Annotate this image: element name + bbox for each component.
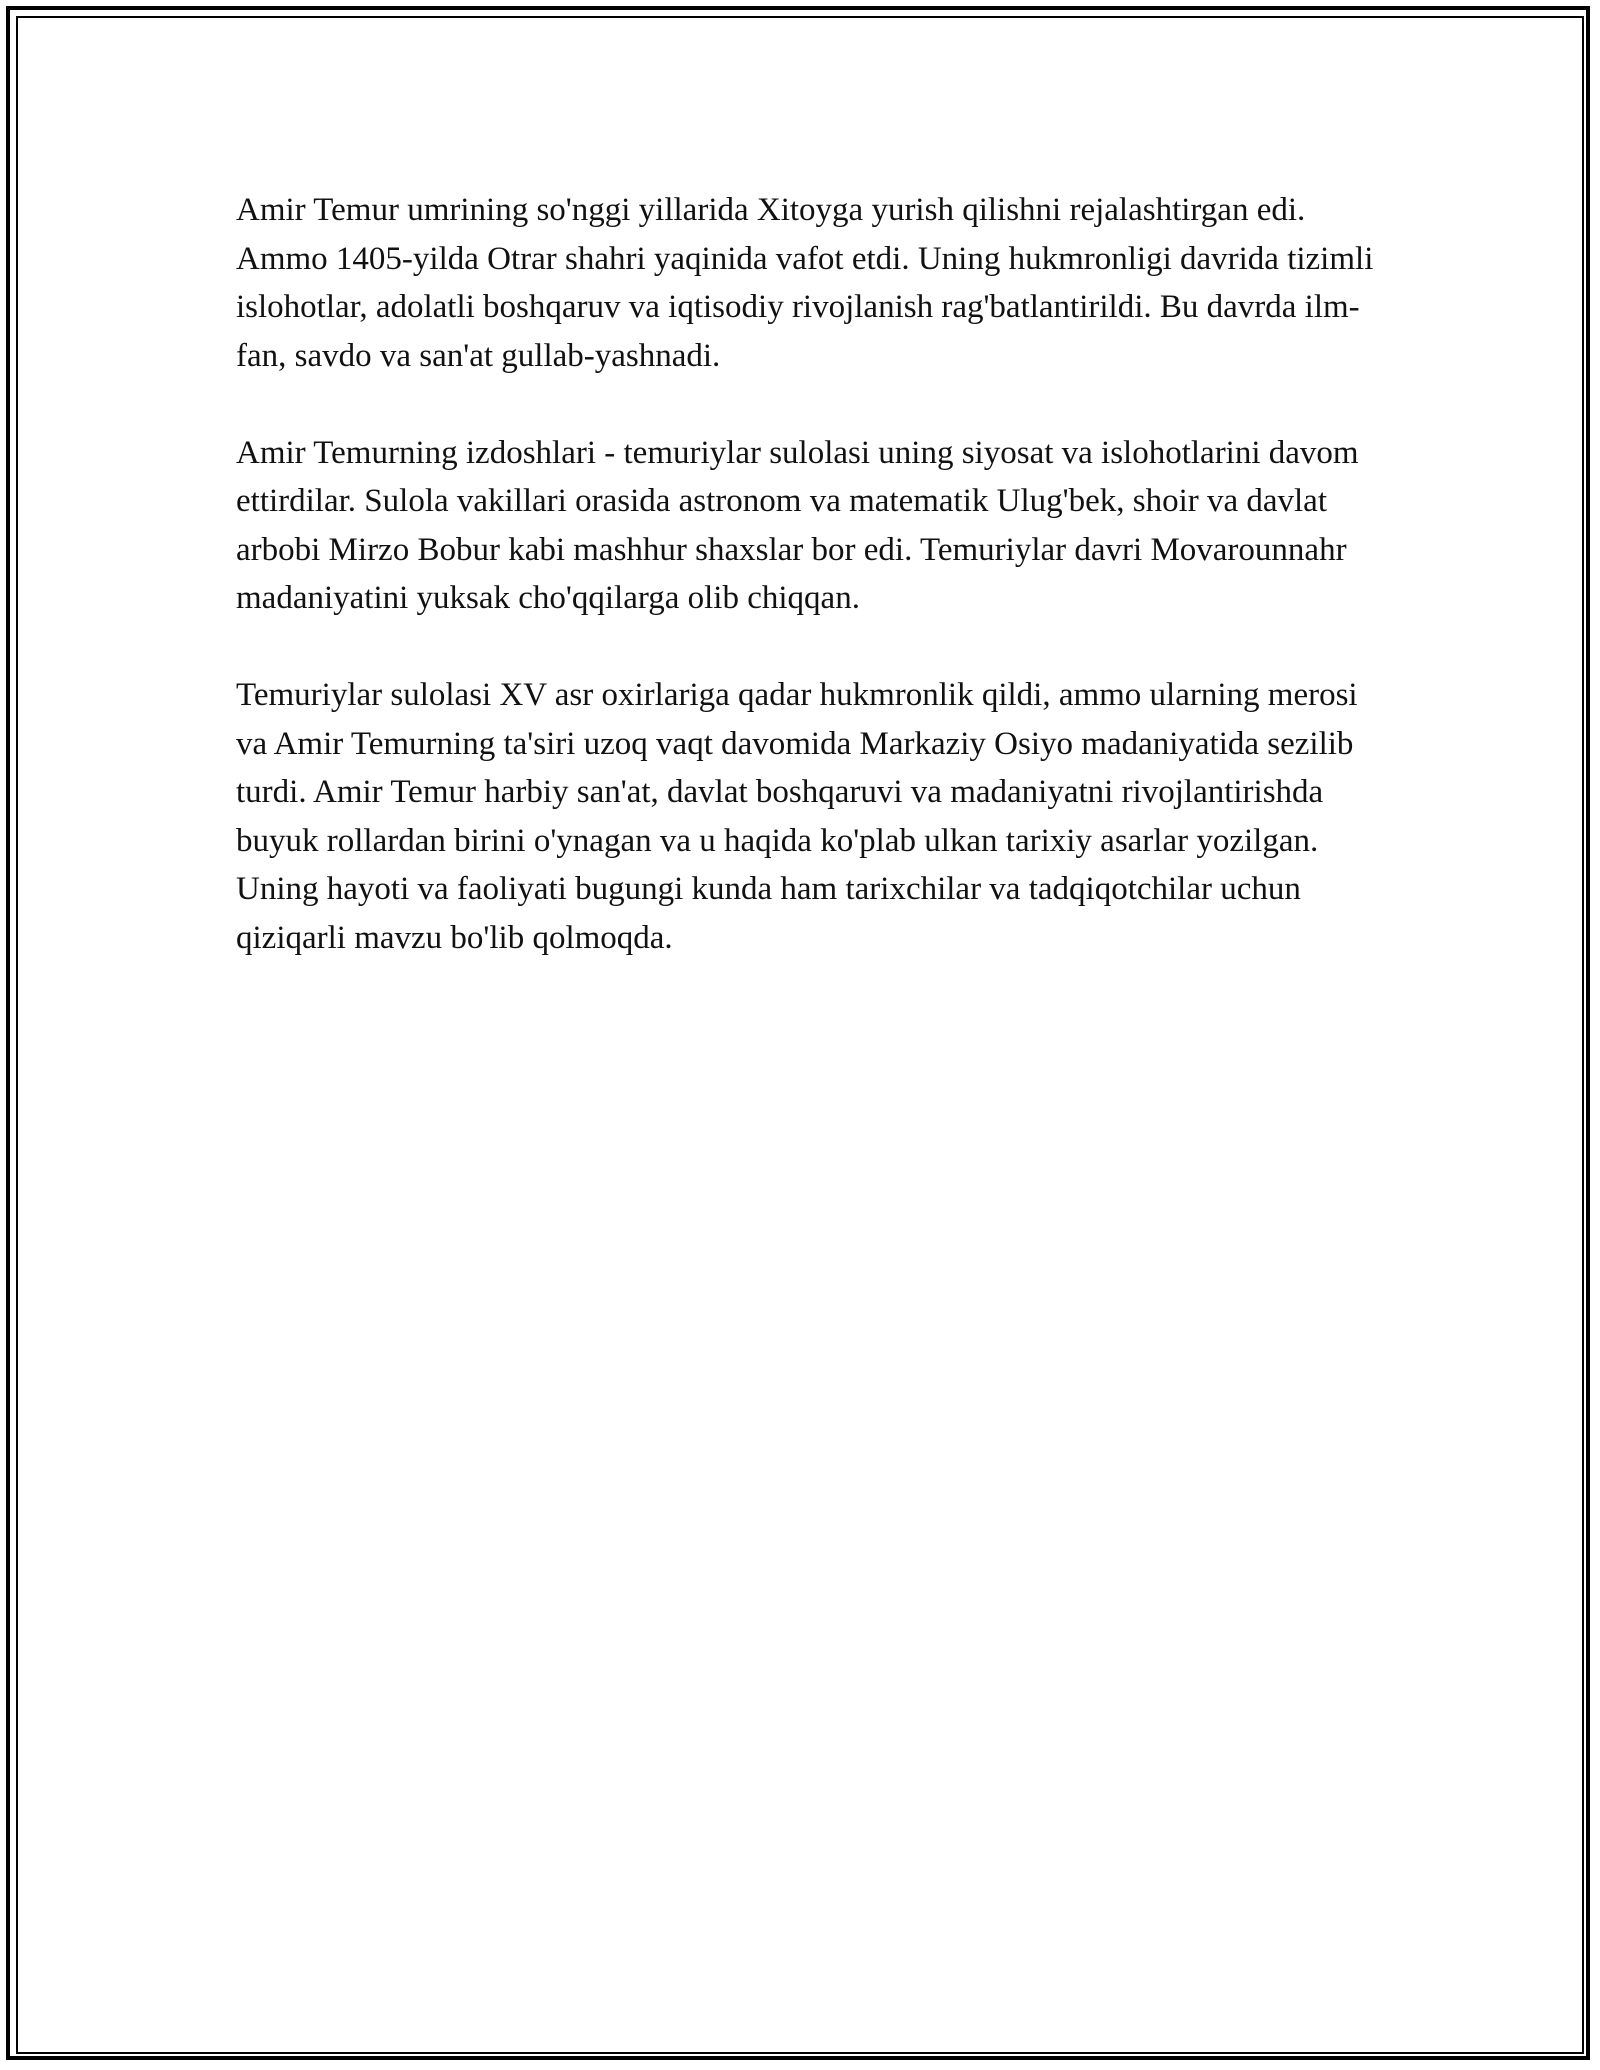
paragraph-2: Amir Temurning izdoshlari - temuriylar sulolasi uning siyosat va islohotlarini davom ettirdilar. Sulola vakillari orasida astronom va matematik Ulug'bek, shoir va davlat arbobi Mirzo Bobur kabi mashhur shaxslar bor edi. Temuriylar davri Movarounnahr madaniyatini yuksak cho'qqilarga olib chiqqan.	[236, 434, 1359, 616]
document-body	[236, 186, 1376, 1011]
paragraph-1: Amir Temur umrining so'nggi yillarida Xitoyga yurish qilishni rejalashtirgan edi. Ammo 1405-yilda Otrar shahri yaqinida vafot etdi. Uning hukmronligi davrida tizimli islohotlar, adolatli boshqaruv va iqtisodiy rivojlanish rag'batlantirildi. Bu davrda ilm-fan, savdo va san'at gullab-yashnadi.	[236, 192, 1374, 374]
paragraph-3: Temuriylar sulolasi XV asr oxirlariga qadar hukmronlik qildi, ammo ularning merosi va Amir Temurning ta'siri uzoq vaqt davomida Markaziy Osiyo madaniyatida sezilib turdi. Amir Temur harbiy san'at, davlat boshqaruvi va madaniyatni rivojlantirishda buyuk rollardan birini o'ynagan va u haqida ko'plab ulkan tarixiy asarlar yozilgan. Uning hayoti va faoliyati bugungi kunda ham tarixchilar va tadqiqotchilar uchun qiziqarli mavzu bo'lib qolmoqda.	[236, 677, 1358, 956]
